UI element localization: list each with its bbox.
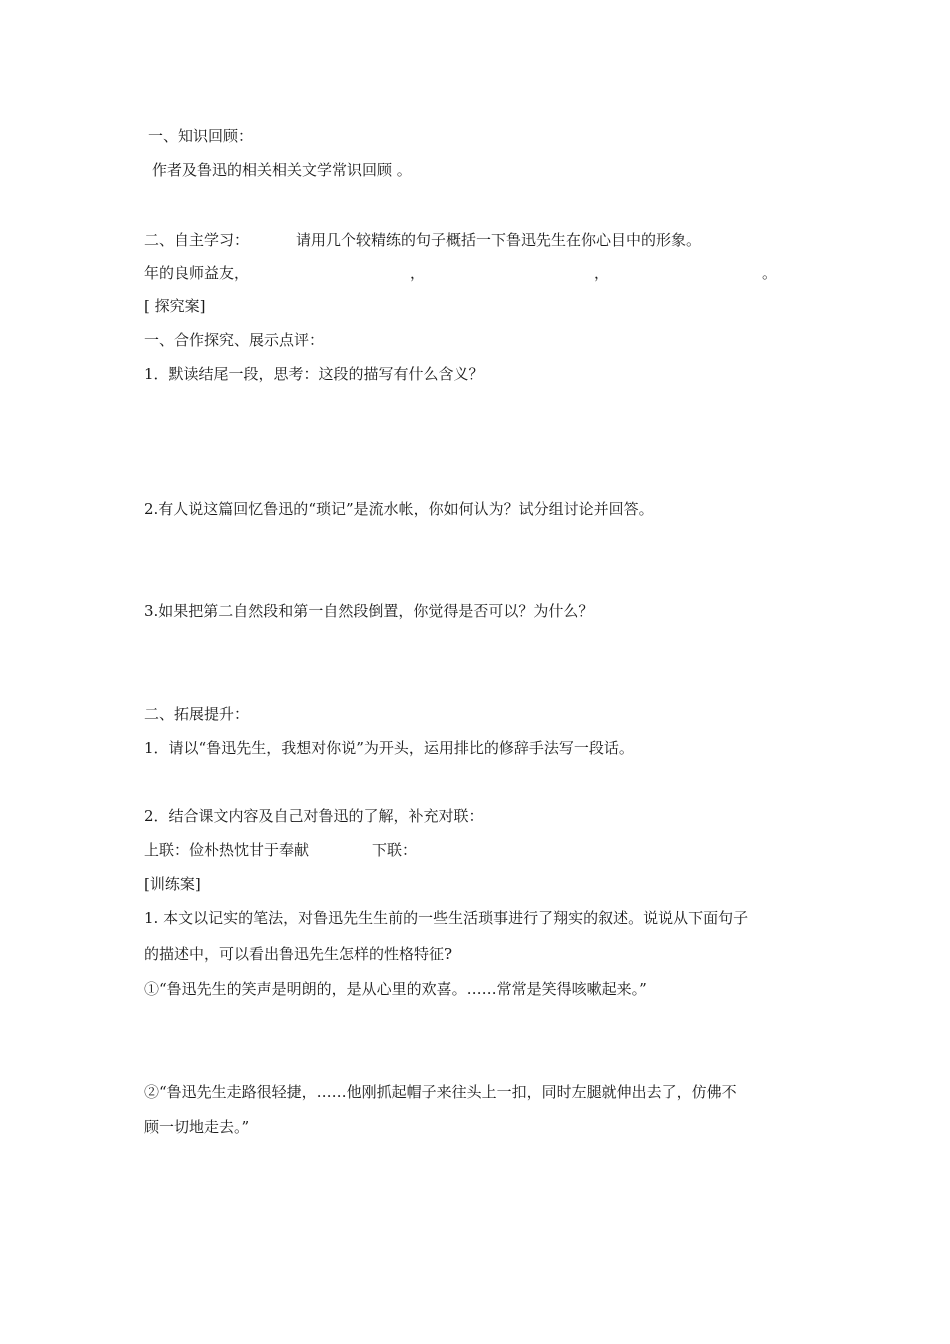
review-text: 作者及鲁迅的相关相关文学常识回顾 。 <box>152 161 412 179</box>
explore-question-3: 3.如果把第二自然段和第一自然段倒置，你觉得是否可以？为什么？ <box>144 602 594 620</box>
training-question-1-line-2: 的描述中，可以看出鲁迅先生怎样的性格特征? <box>144 945 453 963</box>
fill-period: 。 <box>762 264 778 282</box>
extend-question-1: 1．请以“鲁迅先生，我想对你说”为开头，运用排比的修辞手法写一段话。 <box>144 739 634 757</box>
review-heading: 一、知识回顾： <box>148 127 254 145</box>
fill-comma-1: ， <box>410 264 426 282</box>
training-question-1-line-1: 1. 本文以记实的笔法，对鲁迅先生生前的一些生活琐事进行了翔实的叙述。说说从下面句子 <box>144 909 749 927</box>
fill-comma-2: ， <box>594 264 610 282</box>
extend-question-2: 2．结合课文内容及自己对鲁迅的了解，补充对联： <box>144 807 484 825</box>
self-study-prompt: 请用几个较精练的句子概括一下鲁迅先生在你心目中的形象。 <box>296 231 702 249</box>
explore-label: [ 探究案] <box>144 297 206 315</box>
explore-question-1: 1．默读结尾一段，思考：这段的描写有什么含义？ <box>144 365 484 383</box>
explore-heading: 一、合作探究、展示点评： <box>144 331 325 349</box>
couplet-lower: 下联： <box>372 841 418 859</box>
self-study-fill-start: 年的良师益友， <box>144 264 250 282</box>
explore-question-2: 2.有人说这篇回忆鲁迅的“琐记”是流水帐，你如何认为？试分组讨论并回答。 <box>144 500 654 518</box>
couplet-upper: 上联：俭朴热忱甘于奉献 <box>144 841 310 859</box>
training-item-2-line-1: ②“鲁迅先生走路很轻捷，……他刚抓起帽子来往头上一扣，同时左腿就伸出去了，仿佛不 <box>144 1083 737 1101</box>
self-study-heading: 二、自主学习： <box>144 231 250 249</box>
training-item-1: ①“鲁迅先生的笑声是明朗的，是从心里的欢喜。……常常是笑得咳嗽起来。” <box>144 980 647 998</box>
training-label: [训练案] <box>144 875 201 893</box>
training-item-2-line-2: 顾一切地走去。” <box>144 1118 250 1136</box>
extend-heading: 二、拓展提升： <box>144 705 250 723</box>
